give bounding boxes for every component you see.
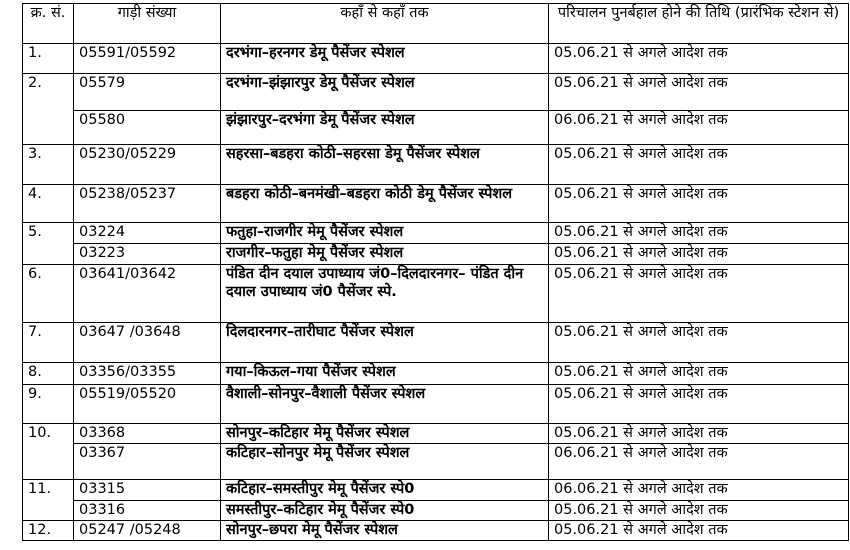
serial-cell: 7.	[23, 323, 74, 363]
table-row	[23, 244, 849, 265]
train-number-cell: 03641/03642	[74, 265, 221, 323]
resume-date-cell: 05.06.21 से अगले आदेश तक	[549, 265, 849, 323]
resume-date-cell: 06.06.21 से अगले आदेश तक	[549, 111, 849, 145]
train-number-cell: 03368	[74, 424, 221, 444]
route-cell: दरभंगा–हरनगर डेमू पैसेंजर स्पेशल	[221, 44, 549, 74]
train-number-cell: 05591/05592	[74, 44, 221, 74]
table-header-row	[23, 4, 849, 44]
resume-date-cell: 05.06.21 से अगले आदेश तक	[549, 44, 849, 74]
route-cell: सहरसा–बडहरा कोठी–सहरसा डेमू पैसेंजर स्पेशल	[221, 145, 549, 185]
header-serial: क्र. सं.	[23, 4, 74, 44]
serial-cell: 9.	[23, 385, 74, 424]
serial-cell: 4.	[23, 185, 74, 223]
table-row	[23, 521, 849, 541]
route-cell: गया–किऊल–गया पैसेंजर स्पेशल	[221, 363, 549, 385]
serial-cell: 2.	[23, 74, 74, 111]
route-cell: राजगीर–फतुहा मेमू पैसेंजर स्पेशल	[221, 244, 549, 265]
table-row	[23, 385, 849, 424]
serial-cell: 11.	[23, 480, 74, 501]
table-row	[23, 74, 849, 111]
train-number-cell: 05238/05237	[74, 185, 221, 223]
table-row	[23, 424, 849, 444]
train-resumption-table	[22, 3, 849, 541]
train-number-cell: 05230/05229	[74, 145, 221, 185]
serial-cell	[23, 501, 74, 521]
resume-date-cell: 05.06.21 से अगले आदेश तक	[549, 385, 849, 424]
train-number-cell: 05580	[74, 111, 221, 145]
table-row	[23, 223, 849, 244]
route-cell: सोनपुर–छपरा मेमू पैसेंजर स्पेशल	[221, 521, 549, 541]
route-cell: झंझारपुर–दरभंगा डेमू पैसेंजर स्पेशल	[221, 111, 549, 145]
train-number-cell: 03356/03355	[74, 363, 221, 385]
table-row	[23, 363, 849, 385]
header-route: कहाँ से कहाँ तक	[221, 4, 549, 44]
table-row	[23, 265, 849, 323]
train-number-cell: 03367	[74, 444, 221, 480]
serial-cell: 8.	[23, 363, 74, 385]
route-cell: दिलदारनगर–तारीघाट पैसेंजर स्पेशल	[221, 323, 549, 363]
header-train-number: गाड़ी संख्या	[74, 4, 221, 44]
route-cell: बडहरा कोठी–बनमंखी–बडहरा कोठी डेमू पैसेंजर स्पेशल	[221, 185, 549, 223]
resume-date-cell: 05.06.21 से अगले आदेश तक	[549, 424, 849, 444]
route-cell: कटिहार–समस्तीपुर मेमू पैसेंजर स्पे0	[221, 480, 549, 501]
resume-date-cell: 05.06.21 से अगले आदेश तक	[549, 521, 849, 541]
route-cell: सोनपुर–कटिहार मेमू पैसेंजर स्पेशल	[221, 424, 549, 444]
serial-cell: 10.	[23, 424, 74, 444]
table-row	[23, 145, 849, 185]
train-number-cell: 03647 /03648	[74, 323, 221, 363]
resume-date-cell: 06.06.21 से अगले आदेश तक	[549, 480, 849, 501]
table-row	[23, 111, 849, 145]
route-cell: वैशाली–सोनपुर–वैशाली पैसेंजर स्पेशल	[221, 385, 549, 424]
resume-date-cell: 05.06.21 से अगले आदेश तक	[549, 145, 849, 185]
serial-cell: 6.	[23, 265, 74, 323]
serial-cell	[23, 444, 74, 480]
train-number-cell: 03316	[74, 501, 221, 521]
serial-cell	[23, 244, 74, 265]
serial-cell	[23, 111, 74, 145]
serial-cell: 1.	[23, 44, 74, 74]
resume-date-cell: 05.06.21 से अगले आदेश तक	[549, 223, 849, 244]
train-number-cell: 03315	[74, 480, 221, 501]
route-cell: दरभंगा–झंझारपुर डेमू पैसेंजर स्पेशल	[221, 74, 549, 111]
train-number-cell: 03224	[74, 223, 221, 244]
route-cell: पंडित दीन दयाल उपाध्याय जं0–दिलदारनगर– पंडित दीन दयाल उपाध्याय जं0 पैसेंजर स्पे.	[221, 265, 549, 323]
train-number-cell: 05519/05520	[74, 385, 221, 424]
resume-date-cell: 05.06.21 से अगले आदेश तक	[549, 363, 849, 385]
train-number-cell: 03223	[74, 244, 221, 265]
resume-date-cell: 05.06.21 से अगले आदेश तक	[549, 74, 849, 111]
serial-cell: 12.	[23, 521, 74, 541]
serial-cell: 3.	[23, 145, 74, 185]
route-cell: कटिहार–सोनपुर मेमू पैसेंजर स्पेशल	[221, 444, 549, 480]
train-number-cell: 05247 /05248	[74, 521, 221, 541]
table-row	[23, 323, 849, 363]
table-row	[23, 44, 849, 74]
serial-cell: 5.	[23, 223, 74, 244]
route-cell: समस्तीपुर–कटिहार मेमू पैसेंजर स्पे0	[221, 501, 549, 521]
train-number-cell: 05579	[74, 74, 221, 111]
resume-date-cell: 05.06.21 से अगले आदेश तक	[549, 244, 849, 265]
resume-date-cell: 05.06.21 से अगले आदेश तक	[549, 323, 849, 363]
resume-date-cell: 06.06.21 से अगले आदेश तक	[549, 444, 849, 480]
resume-date-cell: 05.06.21 से अगले आदेश तक	[549, 501, 849, 521]
route-cell: फतुहा–राजगीर मेमू पैसेंजर स्पेशल	[221, 223, 549, 244]
table-row	[23, 501, 849, 521]
header-resume-date: परिचालन पुनर्बहाल होने की तिथि (प्रारंभिक स्टेशन से)	[549, 4, 849, 44]
table-row	[23, 444, 849, 480]
table-row	[23, 185, 849, 223]
resume-date-cell: 05.06.21 से अगले आदेश तक	[549, 185, 849, 223]
table-row	[23, 480, 849, 501]
